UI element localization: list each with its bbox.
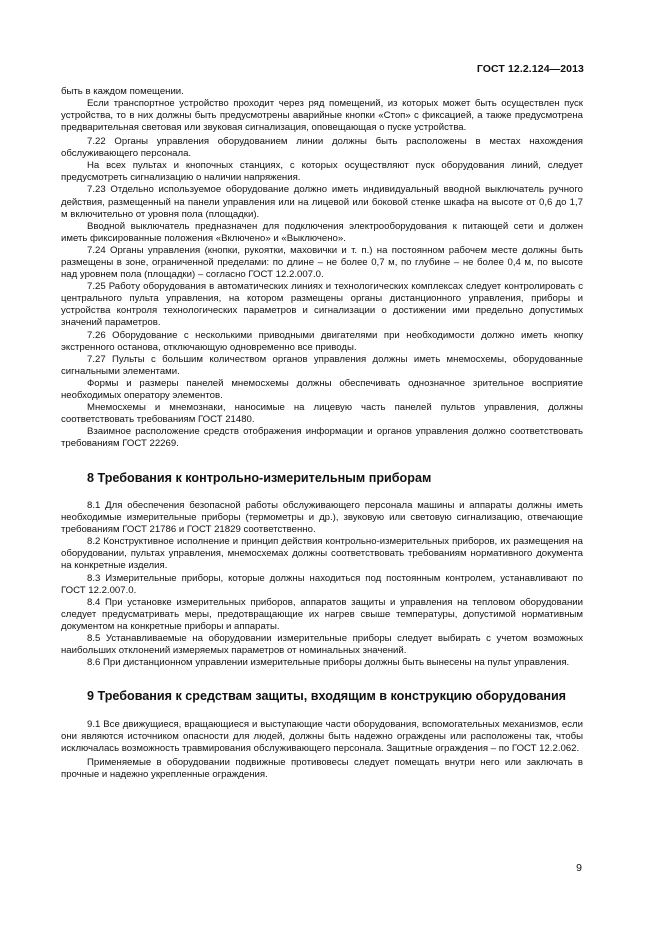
paragraph: 7.24 Органы управления (кнопки, рукоятки, маховички и т. п.) на постоянном рабочем месте должны быть размещены в зоне, ограниченной пределами: по длине – не более 0,7 м, по глубине – не более 0,4 м, по высоте над уровнем пола (площадки) – согласно ГОСТ 12.2.007.0. [61, 244, 583, 281]
paragraph: 7.23 Отдельно используемое оборудование должно иметь индивидуальный вводной выключатель ручного действия, размещенный на панели управления или на лицевой или боковой стенке шкафа на высоте от 0,6 до 1,7 м включительно от уровня пола (площадки). [61, 184, 583, 220]
paragraph: 9.1 Все движущиеся, вращающиеся и выступающие части оборудования, вспомогательных механизмов, если они являются источником опасности для людей, должны быть надежно ограждены или расположены так, чтобы исключалась возможность травмирования обслуживающего персонала. Защитные ограждения – по ГОСТ 12.2.062. [61, 718, 583, 754]
section-9-heading: 9 Требования к средствам защиты, входящим в конструкцию оборудования [87, 689, 567, 704]
paragraph: 8.4 При установке измерительных приборов, аппаратов защиты и управления на тепловом оборудовании следует предусматривать меры, предотвращающие их нагрев свыше температуры, допустимой нормативным документом на конкретные приборы и аппараты. [61, 596, 583, 632]
paragraph: 8.1 Для обеспечения безопасной работы обслуживающего персонала машины и аппараты должны иметь необходимые измерительные приборы (термометры и др.), звуковую или световую сигнализацию, отвечающие требованиям ГОСТ 21786 и ГОСТ 21829 соответственно. [61, 500, 583, 536]
section-8-heading: 8 Требования к контрольно-измерительным приборам [87, 470, 432, 485]
paragraph: 7.22 Органы управления оборудованием линии должны быть расположены в местах нахождения обслуживающего персонала. [61, 136, 583, 160]
standard-header: ГОСТ 12.2.124—2013 [476, 63, 584, 75]
paragraph: 8.5 Устанавливаемые на оборудовании измерительные приборы следует выбирать с учетом возможных наибольших отклонений измеряемых параметров от номинальных значений. [61, 633, 583, 657]
paragraph: 7.25 Работу оборудования в автоматических линиях и технологических комплексах следует контролировать с центрального пульта управления, на котором размещены органы дистанционного управления, приборы и устройства контроля технологических параметров и сигнализации о достижении ими предельно допустимых значений параметров. [61, 281, 583, 329]
paragraph: Если транспортное устройство проходит через ряд помещений, из которых может быть осуществлен пуск устройства, то в них должны быть предусмотрены аварийные кнопки «Стоп» с фиксацией, а также предусмотрена предварительная световая или звуковая сигнализация, оповещающая о пуске устройства. [61, 98, 583, 134]
paragraph: Применяемые в оборудовании подвижные противовесы следует помещать внутри него или заключать в прочные и надежно укрепленные ограждения. [61, 756, 583, 780]
paragraph: На всех пультах и кнопочных станциях, с которых осуществляют пуск оборудования линий, следует предусмотреть сигнализацию о наличии напряжения. [61, 160, 583, 184]
page-content [61, 86, 583, 781]
paragraph: 8.6 При дистанционном управлении измерительные приборы должны быть вынесены на пульт управления. [87, 657, 570, 669]
paragraph: Мнемосхемы и мнемознаки, наносимые на лицевую часть панелей пультов управления, должны соответствовать требованиям ГОСТ 21480. [61, 402, 583, 426]
page-number: 9 [576, 862, 582, 874]
paragraph: Формы и размеры панелей мнемосхемы должны обеспечивать однозначное зрительное восприятие необходимых оператору элементов. [61, 377, 583, 402]
paragraph: 7.27 Пульты с большим количеством органов управления должны иметь мнемосхемы, оборудованные сигнальными элементами. [61, 353, 583, 377]
paragraph: быть в каждом помещении. [61, 86, 184, 97]
paragraph: Вводной выключатель предназначен для подключения электрооборудования к питающей сети и должен иметь фиксированные положения «Включено» и «Выключено». [61, 220, 583, 244]
paragraph: 8.2 Конструктивное исполнение и принцип действия контрольно-измерительных приборов, их размещения на оборудовании, пультах управления, мнемосхемах должны соответствовать требованиям нормативного документа на конкретные изделия. [61, 536, 583, 572]
paragraph: 8.3 Измерительные приборы, которые должны находиться под постоянным контролем, устанавливают по ГОСТ 12.2.007.0. [61, 572, 583, 596]
paragraph: Взаимное расположение средств отображения информации и органов управления должно соответствовать требованиям ГОСТ 22269. [61, 426, 583, 450]
paragraph: 7.26 Оборудование с несколькими приводными двигателями при необходимости должно иметь кнопку экстренного останова, отключающую одновременно все приводы. [61, 329, 583, 353]
